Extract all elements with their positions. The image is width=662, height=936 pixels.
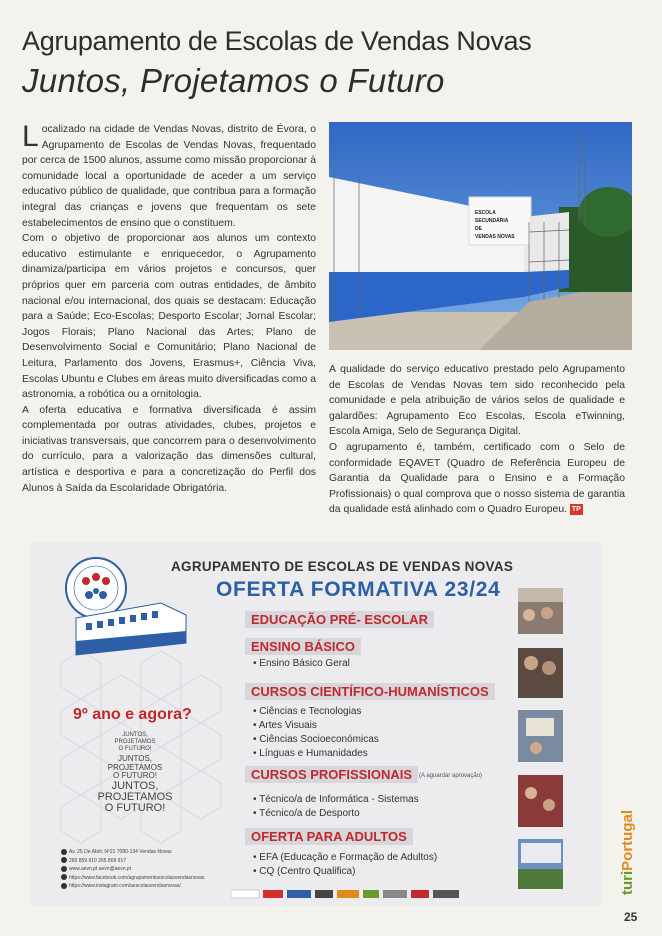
section-items bbox=[253, 705, 379, 761]
article-left-column bbox=[22, 122, 316, 496]
phone-icon bbox=[61, 857, 67, 863]
article-paragraph: A qualidade do serviço educativo prestado pelo Agrupamento de Escolas de Vendas Novas tem sido reconhecido pela comunidade e pela atribuição de vários selos de qualidade e galardões: Agrupamento Eco Escolas, Escola eTwinning, Escola Amiga, Selo de Segurança Digital. bbox=[329, 364, 625, 438]
list-item: • Técnico/a de Informática - Sistemas bbox=[253, 794, 419, 805]
list-item: • EFA (Educação e Formação de Adultos) bbox=[253, 852, 438, 863]
drop-cap: L bbox=[22, 120, 39, 153]
approval-note: (A aguardar aprovação) bbox=[419, 773, 483, 779]
list-item: • Ciências e Tecnologias bbox=[253, 706, 362, 717]
section-title: CURSOS PROFISSIONAIS bbox=[245, 766, 418, 783]
list-item: • Línguas e Humanidades bbox=[253, 748, 368, 759]
contacts-block bbox=[61, 848, 204, 891]
article-paragraph: Com o objetivo de proporcionar aos alunos um contexto educativo estimulante e enriquecedor, o Agrupamento dinamiza/participa em vários projetos e concursos, quer próprios quer em parceria com outras entidades, de âmbito nacional e/ou internacional, dos quais se destacam: Educação para a Saúde; Eco-Escolas; Desporto Escolar; Jornal Escolar; Jogos Florais; Plano Nacional das Artes; Plano de Desenvolvimento Social e Comunitário; Plano Nacional de Leitura, Parlamento dos Jovens, Erasmus+, Ciência Viva, Escolas Ubuntu e Clubes em áreas muito diversificadas como a astronomia, a robótica ou a ornitologia. bbox=[22, 233, 316, 401]
instagram-icon bbox=[61, 883, 67, 889]
school-offer-advert bbox=[31, 543, 601, 905]
list-item: • Técnico/a de Desporto bbox=[253, 808, 360, 819]
slogan-small: JUNTOS, PROJETAMOS O FUTURO! bbox=[114, 732, 156, 752]
contact-facebook[interactable]: https://www.facebook.com/agrupamentoescolasvendasnovas bbox=[61, 874, 204, 883]
page-subtitle: Juntos, Projetamos o Futuro bbox=[22, 62, 445, 99]
brand-part-turi: turi bbox=[619, 870, 636, 895]
brand-part-portugal: Portugal bbox=[619, 809, 636, 871]
facebook-icon bbox=[61, 874, 67, 880]
partner-logos-strip bbox=[231, 888, 461, 900]
section-title: ENSINO BÁSICO bbox=[245, 638, 361, 655]
article-paragraph: Localizado na cidade de Vendas Novas, distrito de Évora, o Agrupamento de Escolas de Vendas Novas, frequentado por cerca de 1500 alunos, assume como missão proporcionar à comunidade local a oportunidade de aceder a um serviço educativo público de qualidade, que contribua para a formação integral das crianças e jovens que frequentam os sete estabelecimentos de ensino que o constituem. bbox=[22, 120, 316, 229]
location-pin-icon bbox=[61, 849, 67, 855]
section-title: OFERTA PARA ADULTOS bbox=[245, 828, 413, 845]
slogan-large: JUNTOS, PROJETAMOS O FUTURO! bbox=[97, 780, 173, 814]
advert-heading: AGRUPAMENTO DE ESCOLAS DE VENDAS NOVAS bbox=[171, 559, 514, 574]
contact-web[interactable]: www.aevn.pt aevn@aevn.pt bbox=[61, 865, 204, 874]
section-title: CURSOS CIENTÍFICO-HUMANÍSTICOS bbox=[245, 683, 495, 700]
article-right-column bbox=[329, 362, 625, 518]
end-of-article-badge: TP bbox=[571, 506, 581, 514]
section-items bbox=[253, 851, 437, 879]
advert-offer-title: OFERTA FORMATIVA 23/24 bbox=[216, 578, 501, 601]
article-paragraph: A oferta educativa e formativa diversificada é assim complementada por outras atividades, clubes, projetos e iniciativas transversais, que concorrem para o desenvolvimento do currículo, para a valorização das dimensões cultural, artística e desportiva e para a concretização do Perfil dos Alunos à Saída da Escolaridade Obrigatória. bbox=[22, 404, 316, 494]
contact-address: Av. 25 De Abril, Nº21 7080-134 Vendas Novas bbox=[61, 848, 204, 857]
school-sign-line: VENDAS NOVAS bbox=[475, 234, 515, 240]
globe-icon bbox=[61, 866, 67, 872]
list-item: • Ensino Básico Geral bbox=[253, 658, 350, 669]
ninth-grade-question: 9º ano e agora? bbox=[73, 706, 192, 723]
list-item: • Artes Visuais bbox=[253, 720, 317, 731]
contact-phone: 265 859 910 265 809 917 bbox=[61, 857, 204, 866]
list-item: • Ciências Socioeconómicas bbox=[253, 734, 379, 745]
school-sign-line: SECUNDÁRIA bbox=[475, 218, 509, 224]
section-items bbox=[253, 793, 419, 821]
page-number: 25 bbox=[624, 910, 638, 924]
list-item: • CQ (Centro Qualifica) bbox=[253, 866, 356, 877]
page-title: Agrupamento de Escolas de Vendas Novas bbox=[22, 26, 532, 56]
contact-instagram[interactable]: https://www.instagram.com/aescolasvendasnovas/ bbox=[61, 882, 204, 891]
school-photo bbox=[329, 122, 632, 350]
school-sign-line: ESCOLA bbox=[475, 210, 496, 216]
school-building-image bbox=[329, 122, 632, 350]
turiportugal-brand bbox=[618, 715, 638, 895]
slogan-medium: JUNTOS, PROJETAMOS O FUTURO! bbox=[107, 754, 163, 780]
article-paragraph: O agrupamento é, também, certificado com o Selo de conformidade EQAVET (Quadro de Referência Europeu de Garantia da Qualidade para o Ensino e a Formação Profissionais) o qual comprova que o nosso sistema de garantia da qualidade está alinhado com o Quadro Europeu. TP bbox=[329, 441, 625, 516]
section-title: EDUCAÇÃO PRÉ- ESCOLAR bbox=[245, 611, 434, 628]
school-sign-line: DE bbox=[475, 226, 482, 232]
section-items bbox=[253, 657, 350, 671]
